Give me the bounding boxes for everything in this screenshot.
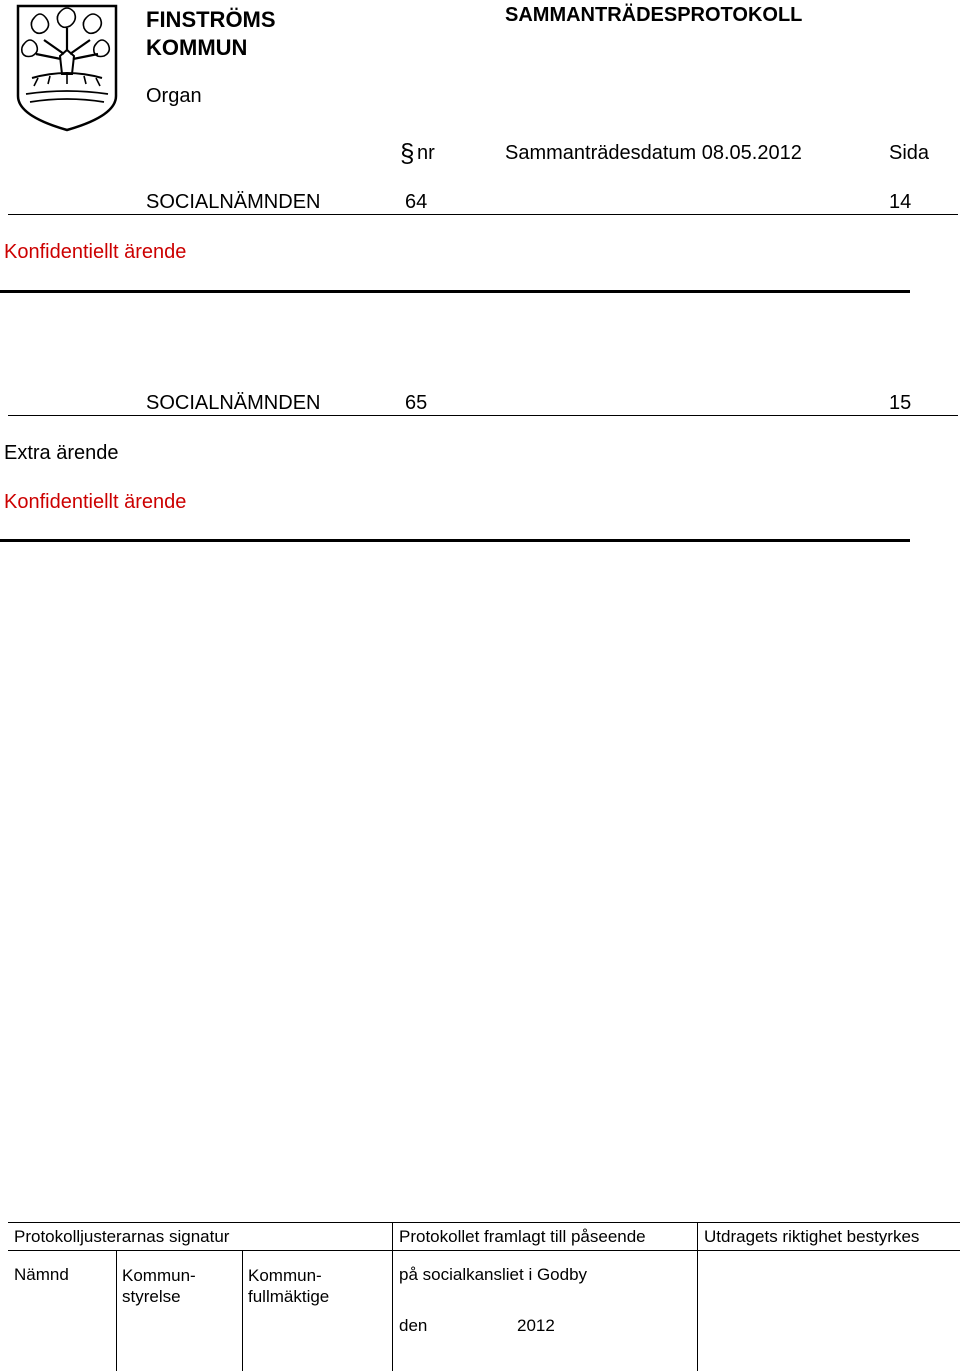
footer-top-rule <box>8 1222 960 1223</box>
coat-of-arms-logo <box>14 4 120 132</box>
signature-namnd: Nämnd <box>14 1265 69 1284</box>
signature-kommunstyrelse <box>122 1265 196 1307</box>
section-page: 15 <box>889 392 912 414</box>
footer-divider <box>697 1222 698 1371</box>
municipality-name-line1: FINSTRÖMS <box>146 7 276 32</box>
kommunstyrelse-line2: styrelse <box>122 1287 181 1306</box>
display-den: den <box>399 1316 428 1335</box>
meeting-date: Sammanträdesdatum 08.05.2012 <box>505 142 802 164</box>
section-divider <box>8 415 958 416</box>
extra-label: Extra ärende <box>4 442 119 464</box>
footer-col2-header: Protokollet framlagt till påseende <box>399 1227 646 1246</box>
page-label: Sida <box>889 142 930 164</box>
section-page: 14 <box>889 191 912 213</box>
section-title: Konfidentiellt ärende <box>4 491 187 513</box>
section-organ: SOCIALNÄMNDEN <box>146 191 321 213</box>
section-symbol: § <box>400 138 415 168</box>
section-divider <box>8 214 958 215</box>
kommunfullmaktige-line2: fullmäktige <box>248 1287 330 1306</box>
municipality-name-line2: KOMMUN <box>146 35 248 60</box>
section-organ: SOCIALNÄMNDEN <box>146 392 321 414</box>
signature-kommunfullmaktige <box>248 1265 329 1307</box>
section-end-rule <box>0 539 910 542</box>
section-number: 65 <box>405 392 428 414</box>
footer-col3-header: Utdragets riktighet bestyrkes <box>704 1227 920 1246</box>
footer-divider <box>116 1250 117 1371</box>
section-end-rule <box>0 290 910 293</box>
kommunfullmaktige-line1: Kommun- <box>248 1266 322 1285</box>
municipality-name <box>146 6 276 62</box>
display-location: på socialkansliet i Godby <box>399 1265 588 1284</box>
nr-label: nr <box>417 142 435 164</box>
footer-col1-header: Protokolljusterarnas signatur <box>14 1227 230 1246</box>
footer-divider <box>242 1250 243 1371</box>
footer-divider <box>392 1222 393 1371</box>
kommunstyrelse-line1: Kommun- <box>122 1266 196 1285</box>
organ-label: Organ <box>146 85 202 107</box>
display-year: 2012 <box>517 1316 555 1335</box>
section-title: Konfidentiellt ärende <box>4 241 187 263</box>
section-number: 64 <box>405 191 428 213</box>
footer-header-rule <box>8 1250 960 1251</box>
document-type: SAMMANTRÄDESPROTOKOLL <box>505 4 803 26</box>
